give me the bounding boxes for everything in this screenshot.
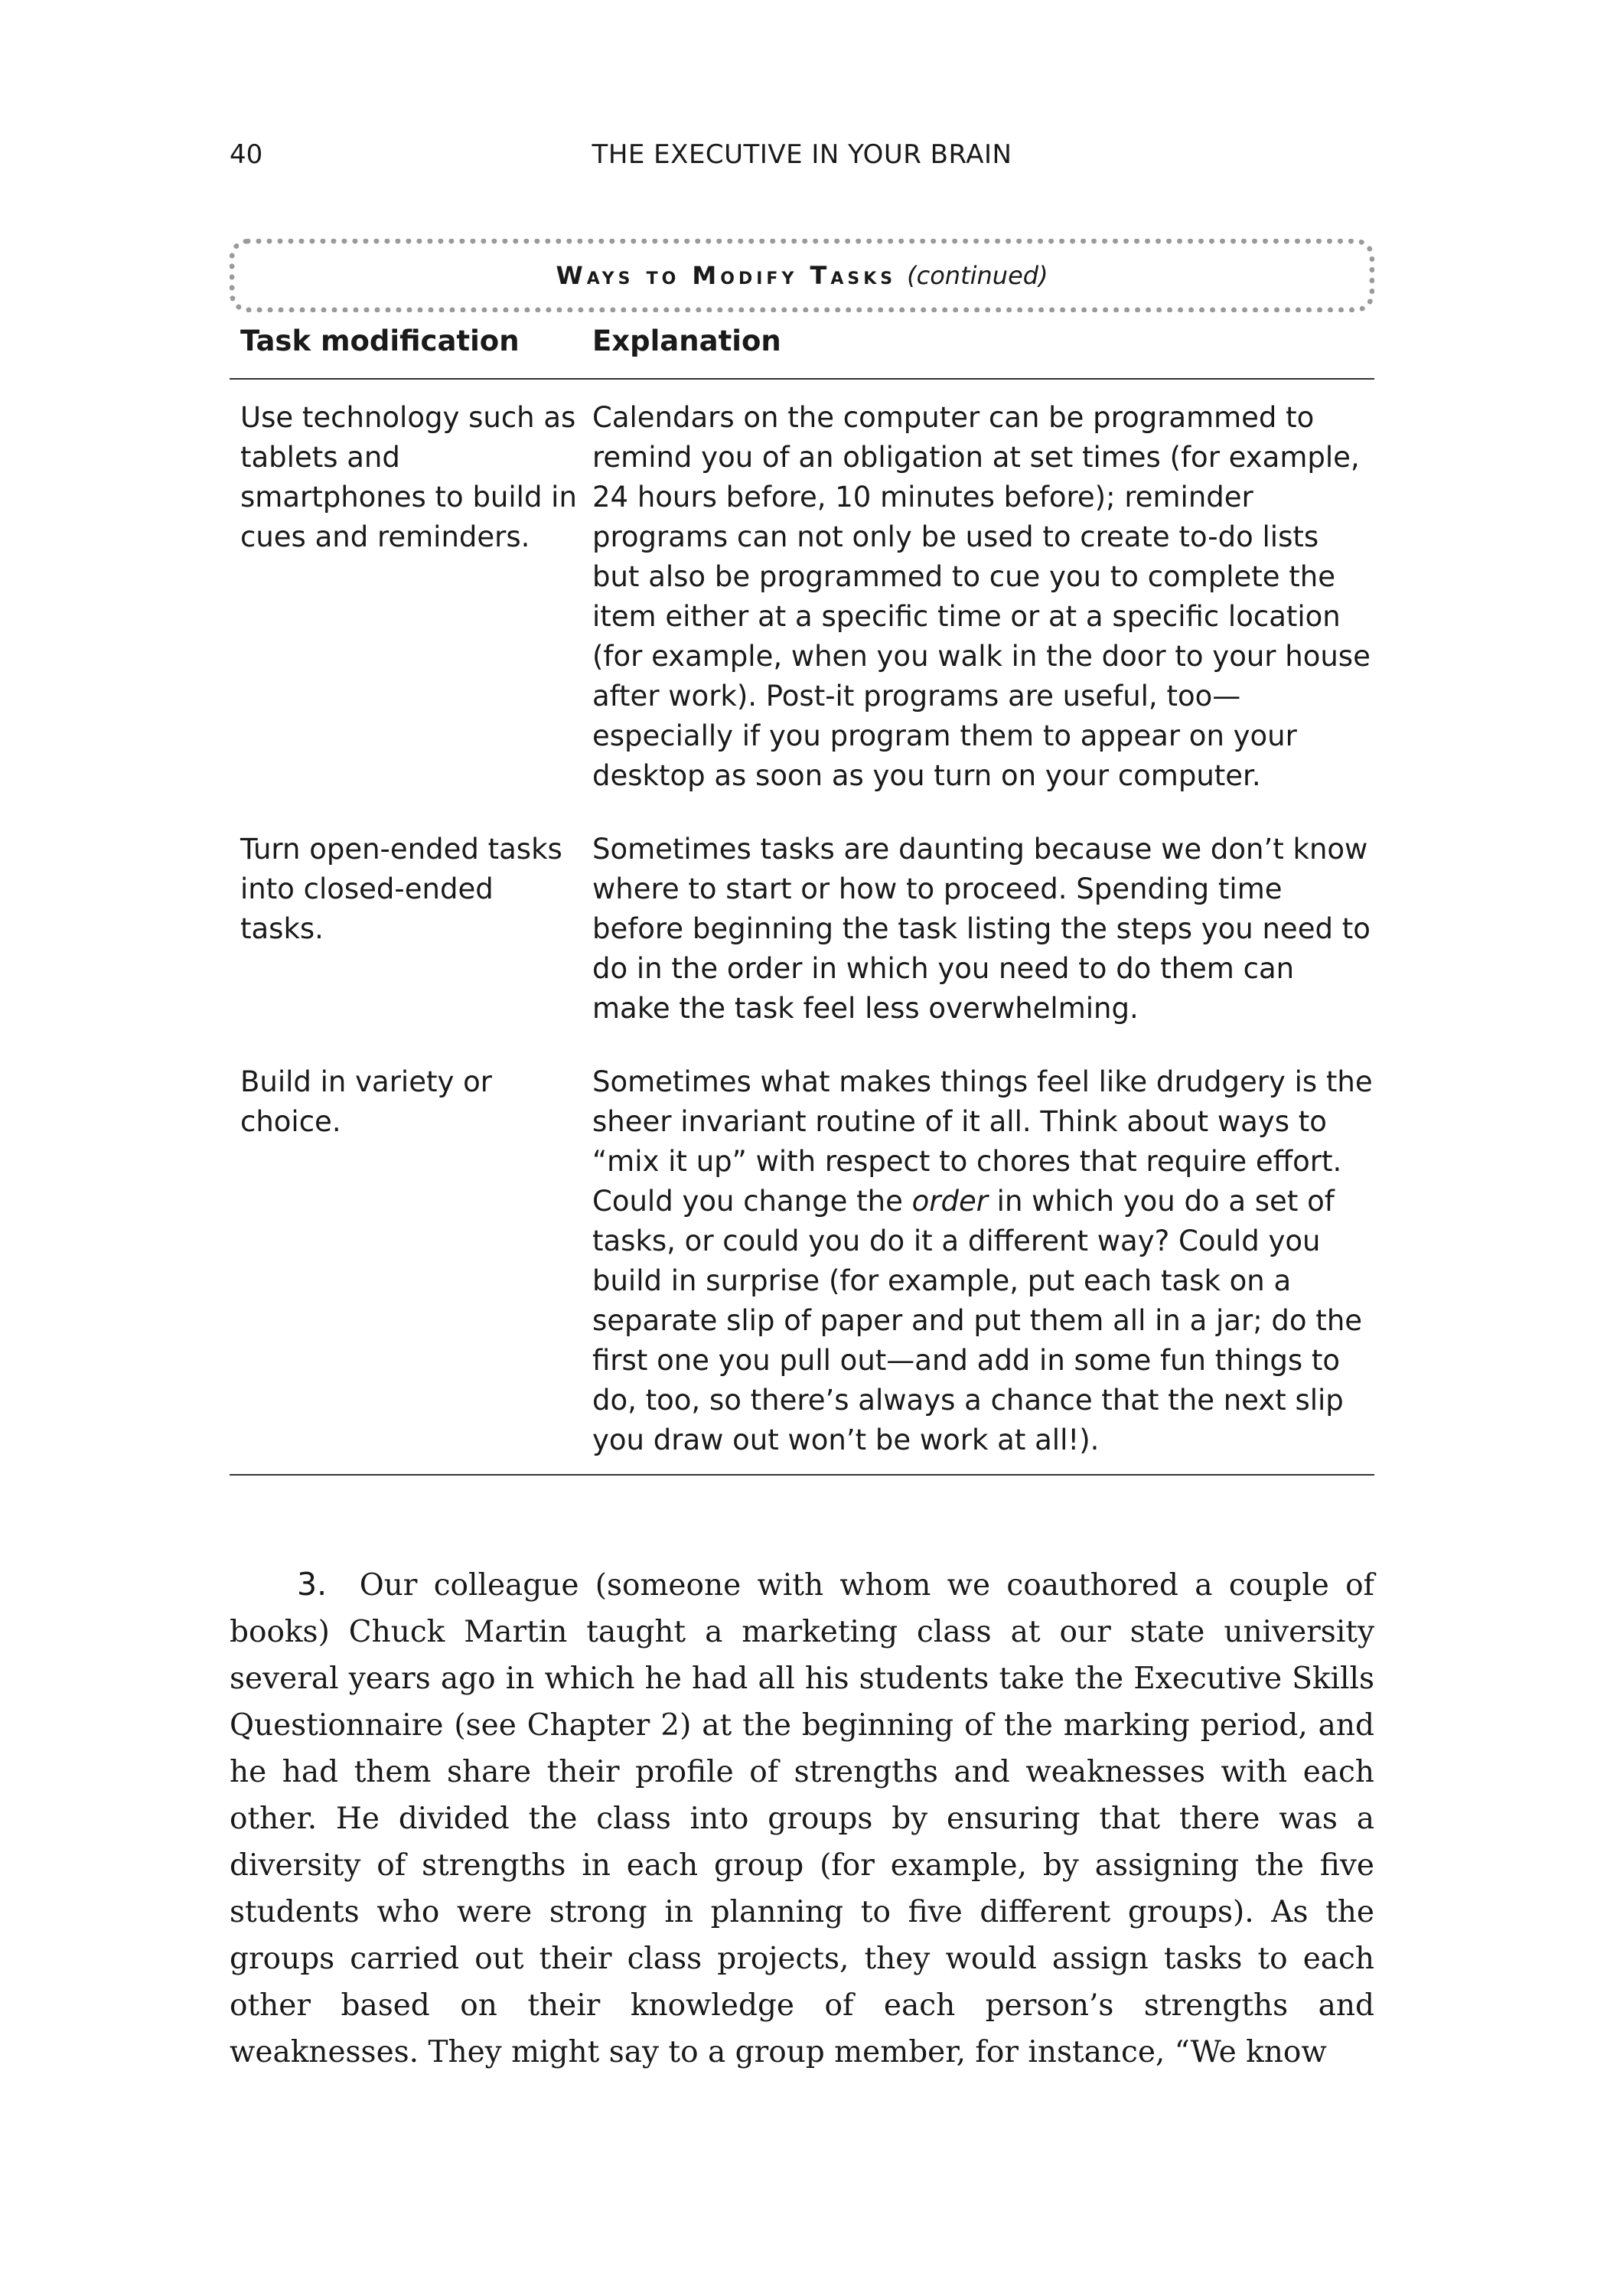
- explanation-text: Sometimes what makes things feel like drudgery is the sheer invariant routine of it all. Think about ways to “mix it up” with respect to chores that require effort. Could you change the: [592, 1065, 1373, 1218]
- paragraph-text: Our colleague (someone with whom we coauthored a couple of books) Chuck Martin taught a marketing class at our state university several years ago in which he had all his students take the Executive Skills Questionnaire (see Chapter 2) at the beginning of the marking period, and he had them share their profile of strengths and weaknesses with each other. He divided the class into groups by ensuring that there was a diversity of strengths in each group (for example, by assigning the five students who were strong in planning to five different groups). As the groups carried out their class projects, they would assign tasks to each other based on their knowledge of each person’s strengths and weaknesses. They might say to a group member, for instance, “We know: [230, 1568, 1374, 2069]
- table-caption: [230, 239, 1374, 312]
- task-modification-cell: Use technology such as tablets and smartphones to build in cues and reminders.: [240, 401, 577, 553]
- task-modification-cell: Build in variety or choice.: [230, 1062, 582, 1475]
- table-row: [230, 830, 1374, 1062]
- page-number: 40: [230, 139, 263, 170]
- task-modification-cell: Turn open-ended tasks into closed-ended tasks.: [240, 833, 562, 945]
- explanation-cell: [582, 379, 1374, 830]
- running-head: [230, 136, 1374, 173]
- explanation-cell: [582, 1062, 1374, 1475]
- task-modification-table: [230, 321, 1374, 1476]
- explanation-text: Sometimes tasks are daunting because we don’t know where to start or how to proceed. Spending time before beginning the task listing the steps you need to do in the order in which you need to do them can make the task feel less overwhelming.: [592, 833, 1371, 1025]
- explanation-text: Calendars on the computer can be programmed to remind you of an obligation at set times (for example, 24 hours before, 10 minutes before); reminder programs can not only be used to create to-do lists but also be programmed to cue you to complete the item either at a specific time or at a specific location (for example, when you walk in the door to your house after work). Post-it programs are useful, too—especially if you program them to appear on your desktop as soon as you turn on your computer.: [592, 401, 1371, 792]
- header-explanation: Explanation: [582, 321, 1374, 379]
- header-task-modification: Task modification: [230, 321, 582, 379]
- paragraph-number: 3.: [297, 1566, 328, 1603]
- body-paragraph: [230, 1561, 1374, 2076]
- table-row: [230, 1062, 1374, 1475]
- caption-title: Ways to Modify Tasks: [556, 261, 897, 290]
- emphasis-text: order: [911, 1185, 988, 1218]
- caption-note: (continued): [907, 261, 1048, 290]
- explanation-cell: [582, 830, 1374, 1062]
- explanation-text: in which you do a set of tasks, or could you do it a different way? Could you build in surprise (for example, put each task on a separate slip of paper and put them all in a jar; do the first one you pull out—and add in some fun things to do, too, so there’s always a chance that the next slip you draw out won’t be work at all!).: [592, 1185, 1363, 1456]
- table-header-row: [230, 321, 1374, 379]
- book-title: THE EXECUTIVE IN YOUR BRAIN: [592, 139, 1012, 170]
- table-row: [230, 379, 1374, 830]
